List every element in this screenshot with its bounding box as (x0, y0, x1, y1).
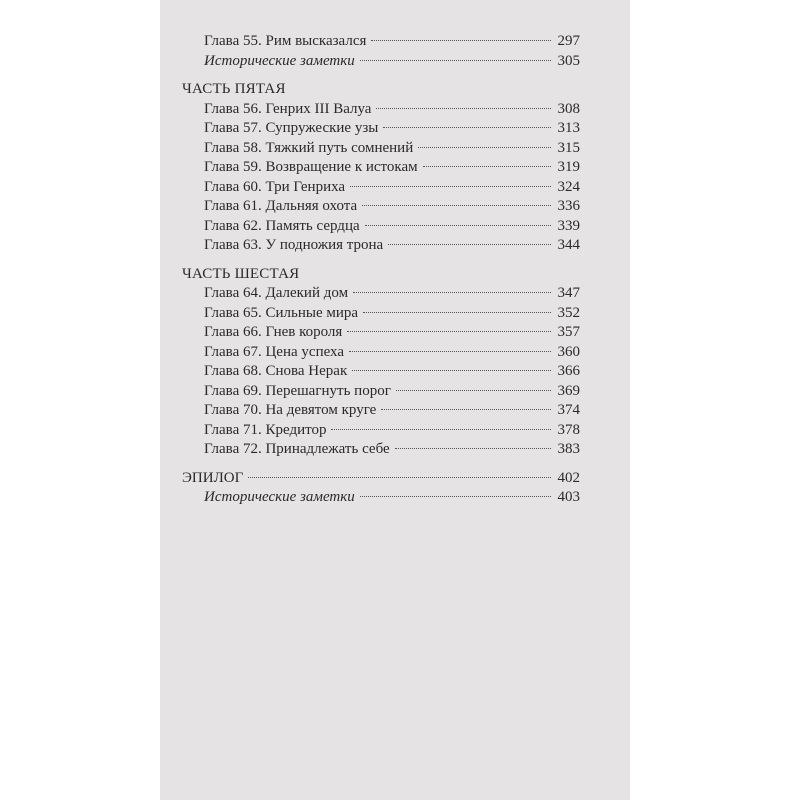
toc-entry-title: Глава 63. У подножия трона (204, 237, 384, 253)
toc-entry-title: Глава 60. Три Генриха (204, 178, 346, 195)
dot-leader (381, 409, 551, 410)
dot-leader (395, 448, 551, 449)
toc-entry (182, 32, 580, 52)
toc-entry-title: Глава 56. Генрих III Валуа (204, 100, 372, 117)
toc-entry-page: 297 (557, 33, 580, 49)
dot-leader (423, 166, 551, 167)
toc-entry-title: Глава 65. Сильные мира (204, 304, 359, 321)
toc-entry (182, 304, 580, 324)
toc-entry (182, 139, 580, 159)
dot-leader (418, 147, 551, 148)
toc-entry (182, 100, 580, 120)
toc-entry-page: 336 (557, 198, 580, 214)
part-heading-five: ЧАСТЬ ПЯТАЯ (182, 81, 286, 97)
dot-leader (396, 390, 551, 391)
dot-leader (353, 292, 551, 293)
toc-entry-page: 366 (557, 363, 580, 379)
dot-leader (362, 205, 551, 206)
dot-leader (347, 331, 551, 332)
dot-leader (360, 496, 551, 497)
dot-leader (360, 60, 551, 61)
toc-entry-page: 378 (557, 421, 580, 438)
toc-entry-page: 360 (557, 343, 580, 360)
toc-entry-title: ЭПИЛОГ (182, 469, 244, 486)
toc-entry-notes (182, 488, 580, 508)
toc-entry-title: Глава 58. Тяжкий путь сомнений (204, 139, 414, 156)
toc-entry-page: 339 (557, 217, 580, 234)
toc-entry-title: Глава 68. Снова Нерак (204, 363, 348, 379)
toc-entry-page: 324 (557, 178, 580, 195)
dot-leader (376, 108, 551, 109)
dot-leader (352, 370, 551, 371)
toc-entry (182, 236, 580, 256)
toc-entry-title: Глава 69. Перешагнуть порог (204, 382, 391, 399)
dot-leader (331, 429, 551, 430)
toc-entry-page: 315 (557, 139, 580, 156)
toc-entry-page: 357 (557, 324, 580, 340)
toc-entry (182, 284, 580, 304)
toc-entry-page: 319 (557, 159, 580, 175)
toc-entry-page: 352 (557, 304, 580, 321)
toc-entry-title: Глава 62. Память сердца (204, 217, 360, 234)
toc-entry-title: Глава 64. Далекий дом (204, 285, 349, 301)
book-page (160, 0, 630, 800)
part-six-list (182, 284, 580, 460)
toc-entry (182, 401, 580, 421)
toc-entry (182, 343, 580, 363)
toc-entry (182, 421, 580, 441)
toc-entry (182, 382, 580, 402)
toc-entry-title: Глава 70. На девятом круге (204, 402, 377, 418)
dot-leader (248, 477, 551, 478)
dot-leader (388, 244, 551, 245)
toc-entry (182, 119, 580, 139)
toc-entry-page: 308 (557, 100, 580, 117)
toc-entry-title: Глава 72. Принадлежать себе (204, 441, 390, 457)
toc-entry-page: 374 (557, 402, 580, 418)
toc-entry-title: Глава 67. Цена успеха (204, 343, 345, 360)
dot-leader (365, 225, 551, 226)
toc-entry-page: 313 (557, 120, 580, 136)
dot-leader (350, 186, 551, 187)
toc-entry (182, 197, 580, 217)
toc-entry-title: Глава 71. Кредитор (204, 421, 327, 438)
toc-entry-title: Глава 66. Гнев короля (204, 324, 343, 340)
toc-entry-page: 369 (557, 382, 580, 399)
toc-entry (182, 178, 580, 198)
toc-entry (182, 440, 580, 460)
toc-entry-page: 402 (557, 469, 580, 486)
toc-entry-title: Глава 59. Возвращение к истокам (204, 159, 418, 175)
dot-leader (349, 351, 551, 352)
part-heading-six: ЧАСТЬ ШЕСТАЯ (182, 265, 300, 282)
toc-entry-title: Глава 61. Дальняя охота (204, 198, 358, 214)
toc-entry-page: 305 (557, 52, 580, 69)
part-five-list (182, 100, 580, 256)
toc-entry (182, 217, 580, 237)
table-of-contents (182, 32, 580, 508)
toc-entry-page: 383 (557, 441, 580, 457)
toc-entry-title: Глава 55. Рим высказался (204, 33, 367, 49)
toc-entry-notes (182, 52, 580, 72)
toc-entry-epilogue (182, 469, 580, 489)
toc-entry-page: 403 (557, 489, 580, 505)
toc-entry (182, 158, 580, 178)
toc-entry-title: Глава 57. Супружеские узы (204, 120, 379, 136)
toc-entry-page: 344 (557, 237, 580, 253)
toc-entry-page: 347 (557, 285, 580, 301)
dot-leader (383, 127, 551, 128)
toc-entry (182, 323, 580, 343)
dot-leader (363, 312, 551, 313)
toc-entry-title: Исторические заметки (204, 52, 355, 69)
toc-entry-title: Исторические заметки (204, 489, 355, 505)
dot-leader (371, 40, 551, 41)
toc-entry (182, 362, 580, 382)
